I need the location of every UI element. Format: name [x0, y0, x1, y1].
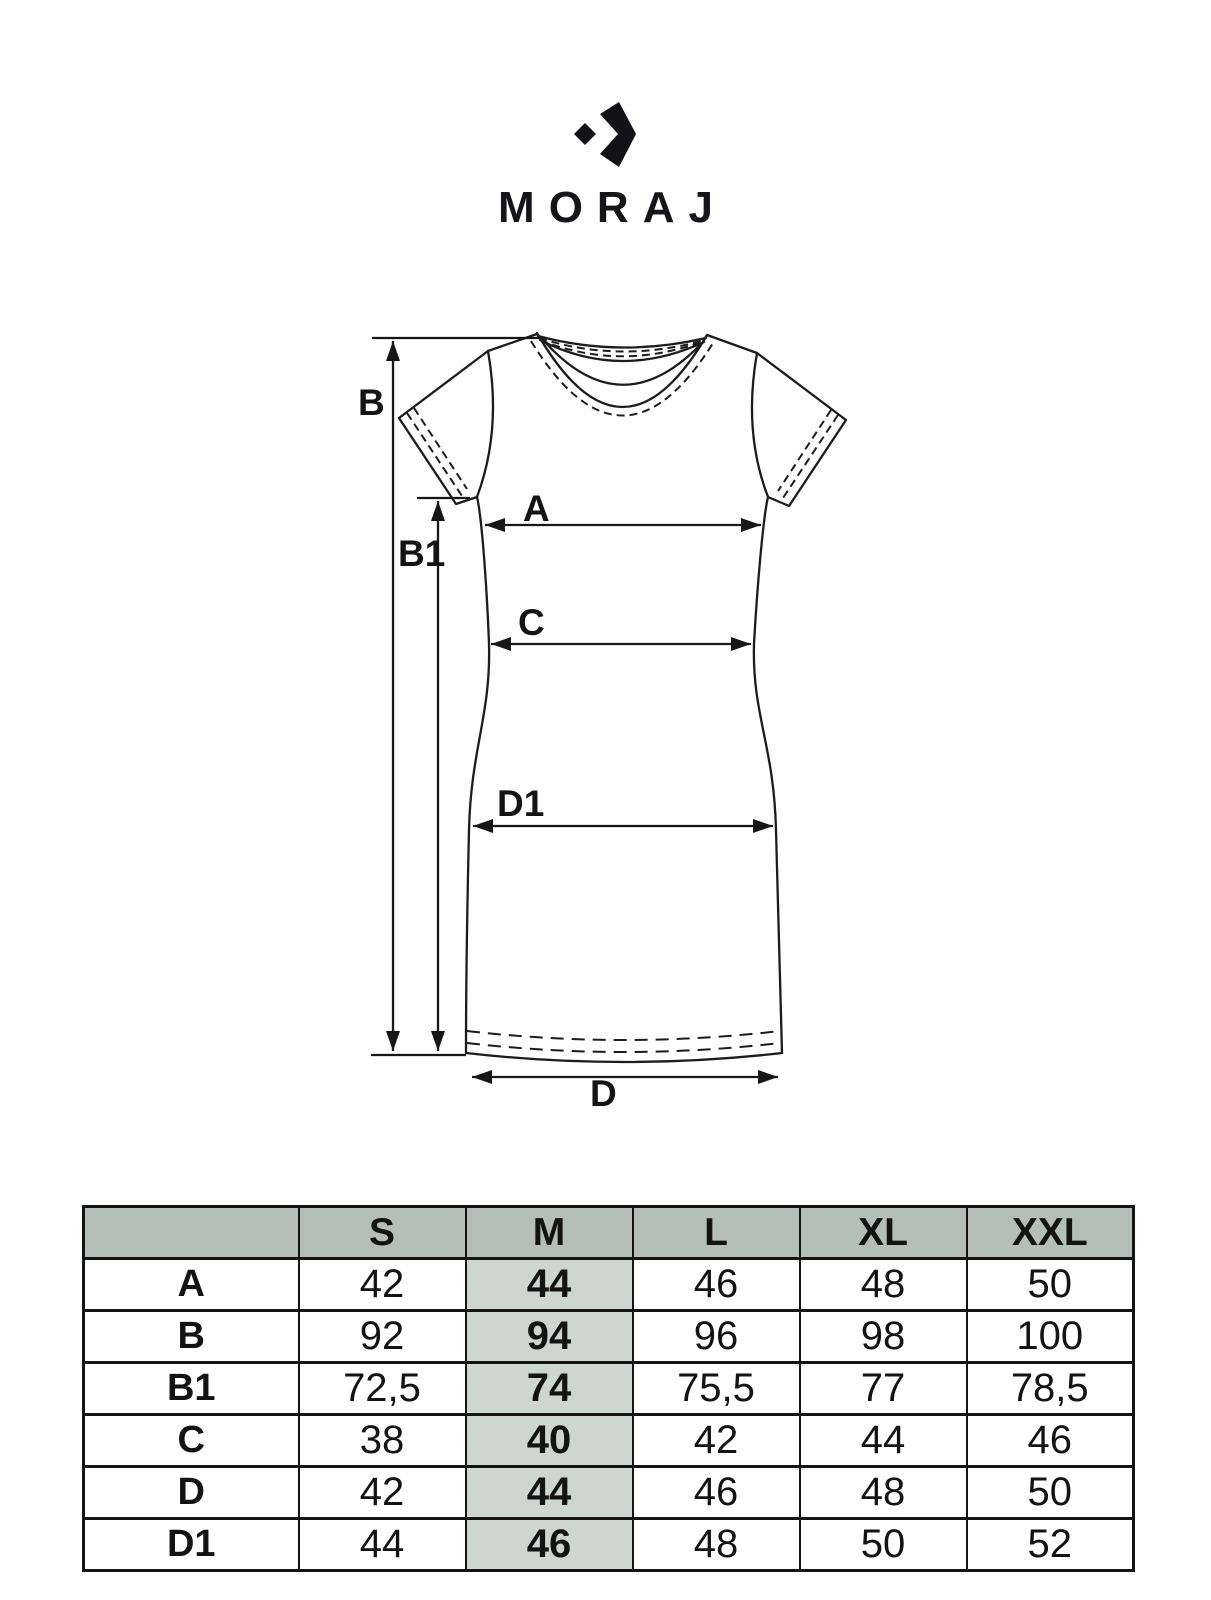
row-label: D1 — [84, 1519, 299, 1571]
size-cell: 50 — [967, 1467, 1134, 1519]
right-cuff-stitch2 — [778, 410, 831, 491]
logo-diamond-icon — [574, 123, 596, 145]
right-cuff-stitch — [783, 415, 838, 498]
row-label: B — [84, 1311, 299, 1363]
brand-logo-icon — [574, 102, 636, 167]
row-label: B1 — [84, 1363, 299, 1415]
size-cell: 46 — [967, 1415, 1134, 1467]
label-a: A — [523, 488, 550, 529]
label-b: B — [358, 382, 385, 423]
size-cell: 75,5 — [633, 1363, 800, 1415]
size-chart-table — [82, 1205, 1135, 1572]
size-cell: 42 — [633, 1415, 800, 1467]
row-label: A — [84, 1259, 299, 1311]
size-cell: 48 — [800, 1467, 967, 1519]
size-cell: 78,5 — [967, 1363, 1134, 1415]
size-cell-highlight: 44 — [466, 1259, 633, 1311]
hem-stitch — [467, 1031, 780, 1040]
size-cell: 72,5 — [299, 1363, 466, 1415]
size-cell: 52 — [967, 1519, 1134, 1571]
col-header-m: M — [466, 1207, 633, 1259]
size-cell: 46 — [633, 1467, 800, 1519]
table-row-d — [84, 1467, 1134, 1519]
size-cell: 92 — [299, 1311, 466, 1363]
size-cell: 44 — [800, 1415, 967, 1467]
label-c: C — [518, 602, 545, 643]
right-shoulder-seam — [707, 335, 757, 353]
right-sleeve — [757, 353, 846, 506]
front-neckline — [537, 333, 707, 407]
table-row-b — [84, 1311, 1134, 1363]
table-row-d1 — [84, 1519, 1134, 1571]
left-cuff-stitch2 — [414, 408, 467, 489]
row-label: D — [84, 1467, 299, 1519]
label-b1: B1 — [398, 533, 446, 574]
logo-chevron-icon — [600, 102, 636, 167]
dress-outline — [399, 333, 846, 1062]
left-sleeve — [399, 351, 488, 504]
size-cell-highlight: 40 — [466, 1415, 633, 1467]
col-header-xxl: XXL — [967, 1207, 1134, 1259]
size-cell: 42 — [299, 1467, 466, 1519]
size-cell: 44 — [299, 1519, 466, 1571]
left-cuff-stitch — [407, 413, 462, 496]
size-cell-highlight: 74 — [466, 1363, 633, 1415]
size-cell: 48 — [633, 1519, 800, 1571]
hem-edge — [466, 1053, 782, 1062]
size-cell: 50 — [800, 1519, 967, 1571]
left-armhole — [477, 351, 493, 497]
size-cell: 48 — [800, 1259, 967, 1311]
right-side-seam — [754, 497, 782, 1053]
table-row-c — [84, 1415, 1134, 1467]
col-header-empty — [84, 1207, 299, 1259]
measurement-lines — [371, 338, 778, 1077]
table-row-a — [84, 1259, 1134, 1311]
size-cell: 77 — [800, 1363, 967, 1415]
size-cell: 100 — [967, 1311, 1134, 1363]
size-cell-highlight: 44 — [466, 1467, 633, 1519]
left-side-seam — [466, 497, 489, 1053]
size-cell-highlight: 46 — [466, 1519, 633, 1571]
size-cell: 98 — [800, 1311, 967, 1363]
col-header-l: L — [633, 1207, 800, 1259]
size-cell: 50 — [967, 1259, 1134, 1311]
size-cell: 96 — [633, 1311, 800, 1363]
col-header-xl: XL — [800, 1207, 967, 1259]
col-header-s: S — [299, 1207, 466, 1259]
label-d: D — [590, 1073, 617, 1114]
hem-stitch2 — [467, 1043, 780, 1052]
header-row — [84, 1207, 1134, 1259]
left-shoulder-seam — [488, 334, 537, 351]
size-cell: 46 — [633, 1259, 800, 1311]
size-cell-highlight: 94 — [466, 1311, 633, 1363]
size-cell: 38 — [299, 1415, 466, 1467]
right-armhole — [752, 353, 768, 497]
brand-name: MORAJ — [498, 183, 727, 232]
measurement-labels — [358, 382, 617, 1114]
row-label: C — [84, 1415, 299, 1467]
table-row-b1 — [84, 1363, 1134, 1415]
size-cell: 42 — [299, 1259, 466, 1311]
label-d1: D1 — [497, 783, 545, 824]
